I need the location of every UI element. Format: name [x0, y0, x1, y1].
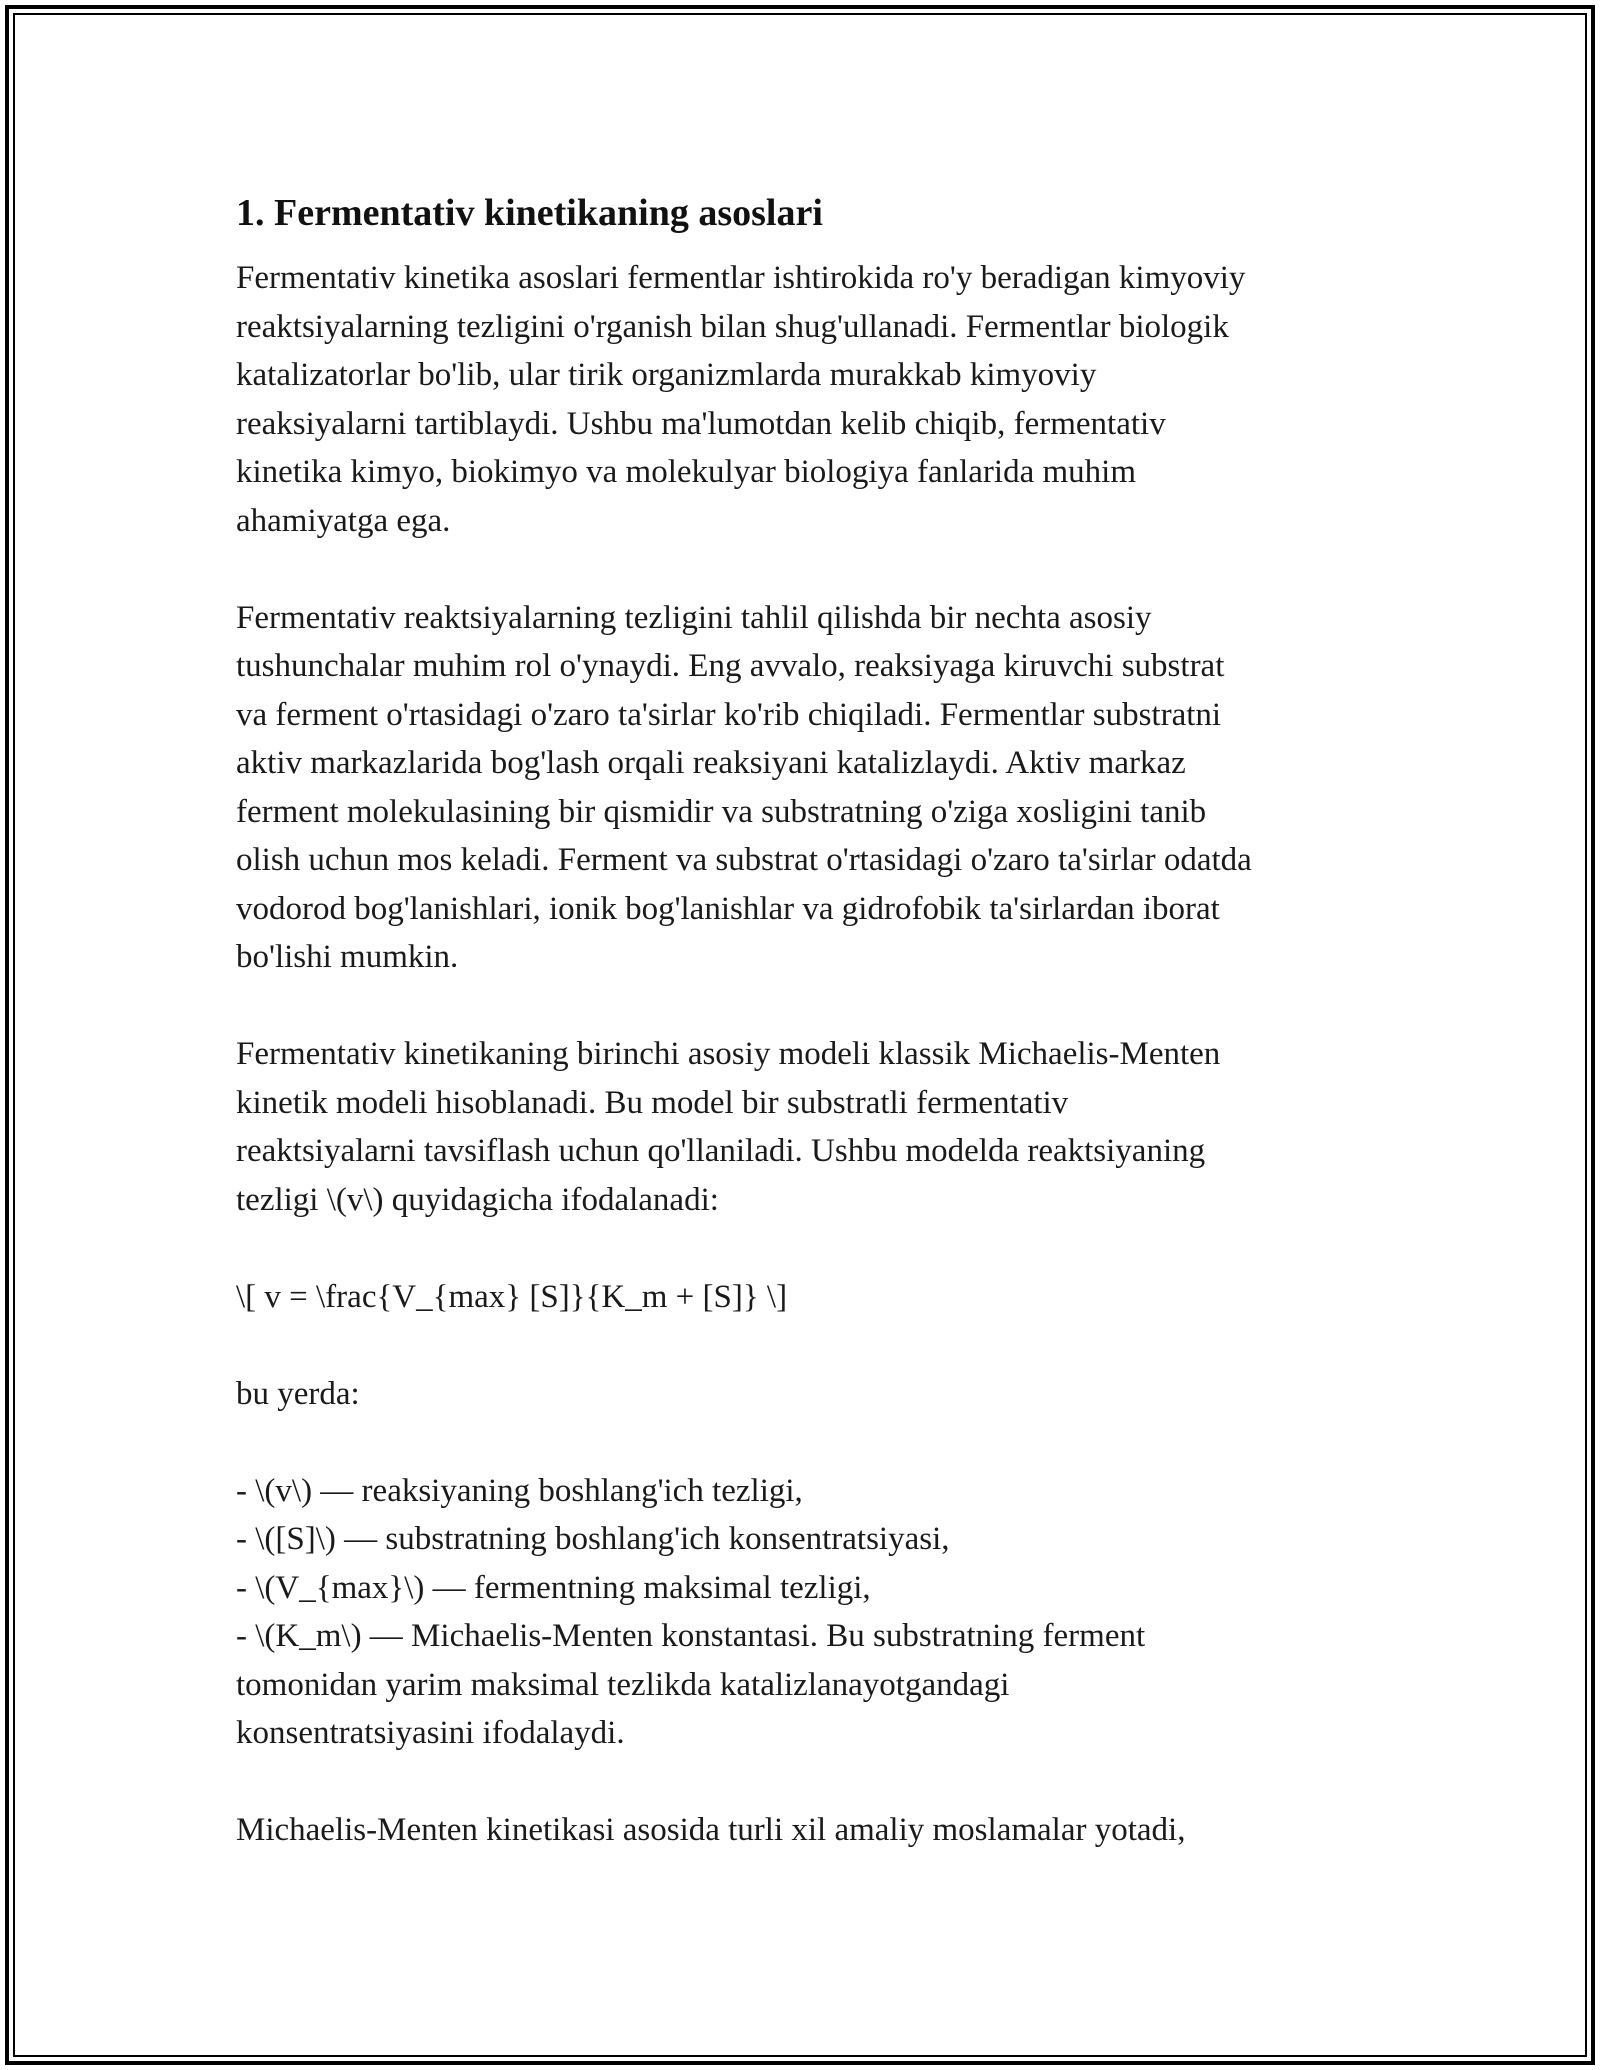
paragraph-intro: Fermentativ kinetika asoslari fermentlar ishtirokida ro'y beradigan kimyoviy reaktsiyalarning tezligini o'rganish bilan shug'ullanadi. Fermentlar biologik katalizatorlar bo'lib, ular tirik organizmlarda murakkab kimyoviy reaksiyalarni tartiblaydi. Ushbu ma'lumotdan kelib chiqib, fermentativ kinetika kimyo, biokimyo va molekulyar biologiya fanlarida muhim ahamiyatga ega.: [236, 260, 1246, 539]
paragraph-concepts: Fermentativ reaktsiyalarning tezligini tahlil qilishda bir nechta asosiy tushunchalar muhim rol o'ynaydi. Eng avvalo, reaksiyaga kiruvchi substrat va ferment o'rtasidagi o'zaro ta'sirlar ko'rib chiqiladi. Fermentlar substratni aktiv markazlarida bog'lash orqali reaksiyani katalizlaydi. Aktiv markaz ferment molekulasining bir qismidir va substratning o'ziga xosligini tanib olish uchun mos keladi. Ferment va substrat o'rtasidagi o'zaro ta'sirlar odatda vodorod bog'lanishlari, ionik bog'lanishlar va gidrofobik ta'sirlardan iborat bo'lishi mumkin.: [236, 599, 1252, 975]
formula-line: \[ v = \frac{V_{max} [S]}{K_m + [S]} \]: [236, 1278, 788, 1315]
list-item-s: - \([S]\) — substratning boshlang'ich konsentratsiyasi,: [236, 1521, 950, 1557]
document-body: [236, 188, 1386, 1903]
paragraph-where: bu yerda:: [236, 1375, 360, 1412]
list-item-v: - \(v\) — reaksiyaning boshlang'ich tezligi,: [236, 1472, 803, 1509]
list-item-vmax: - \(V_{max}\) — fermentning maksimal tezligi,: [236, 1569, 871, 1606]
definition-list: [236, 1467, 1386, 1758]
list-item-km: - \(K_m\) — Michaelis-Menten konstantasi. Bu substratning ferment tomonidan yarim maksimal tezlikda katalizlanayotgandagi konsentratsiyasini ifodalaydi.: [236, 1618, 1146, 1751]
paragraph-closing: Michaelis-Menten kinetikasi asosida turli xil amaliy moslamalar yotadi,: [236, 1812, 1186, 1848]
paragraph-model: Fermentativ kinetikaning birinchi asosiy modeli klassik Michaelis-Menten kinetik modeli hisoblanadi. Bu model bir substratli fermentativ reaktsiyalarni tavsiflash uchun qo'llaniladi. Ushbu modelda reaktsiyaning tezligi \(v\) quyidagicha ifodalanadi:: [236, 1036, 1221, 1218]
section-heading: 1. Fermentativ kinetikaning asoslari: [236, 192, 823, 234]
